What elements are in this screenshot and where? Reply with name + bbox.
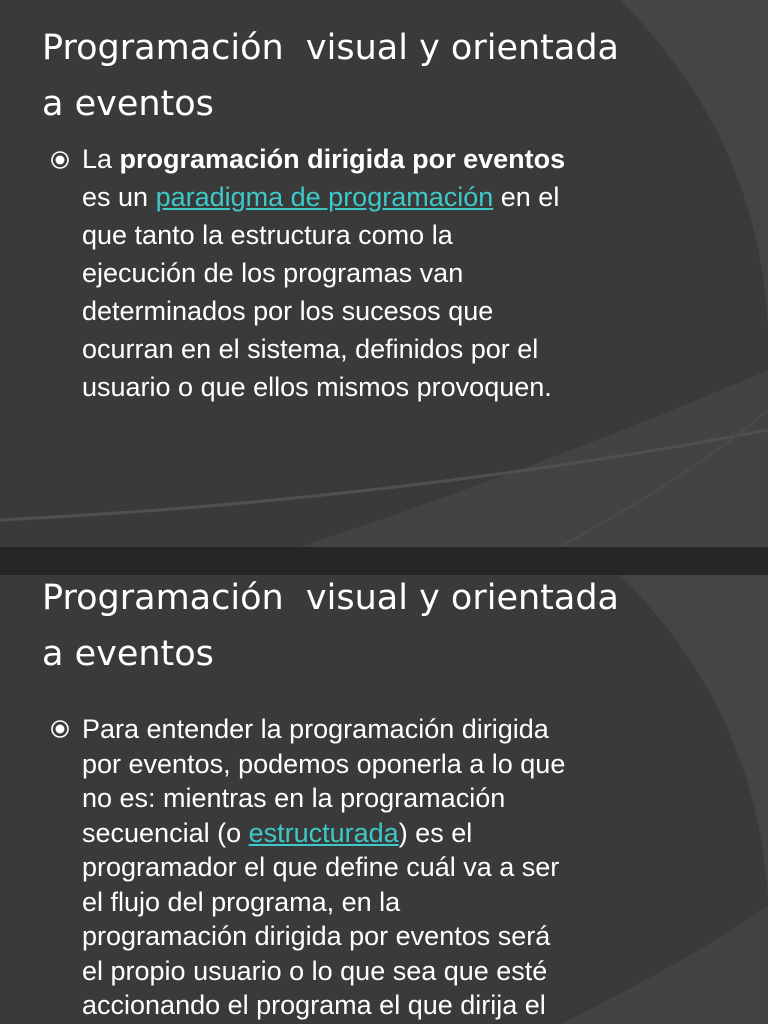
bullet-text-bold: programación dirigida por eventos [119, 144, 566, 174]
bullet-text-post: en el que tanto la estructura como la ejecución de los programas van determinados por los sucesos que ocurran en el sistema, definidos por el usuario o que ellos mismos provoquen. [82, 182, 560, 402]
slide-title: Programación visual y orientada a eventos [42, 578, 620, 674]
bullet-text-post: ) es el programador el que define cuál va a ser el flujo del programa, en la programación dirigida por eventos será el propio usuario o lo que sea que esté accionando el programa el que dirija el [82, 817, 560, 1020]
bullet-text-pre: Para entender la programación dirigida por eventos, podemos oponerla a lo que no es: mientras en la programación secuencial (o [82, 714, 566, 848]
structured-link[interactable]: estructurada [248, 817, 399, 848]
bullet-item [50, 712, 710, 1023]
slide-separator [0, 547, 768, 575]
bullet-text-pre: La [82, 144, 120, 174]
circle-bullet-icon [50, 150, 70, 170]
paradigm-link[interactable]: paradigma de programación [155, 182, 494, 212]
bullet-item [50, 140, 710, 406]
circle-bullet-icon [50, 719, 70, 739]
slide-title: Programación visual y orientada a eventos [42, 28, 620, 124]
bullet-text [82, 140, 710, 406]
bullet-text [82, 712, 710, 1023]
bullet-text-mid: es un [82, 182, 149, 212]
slide-2 [0, 575, 768, 1024]
